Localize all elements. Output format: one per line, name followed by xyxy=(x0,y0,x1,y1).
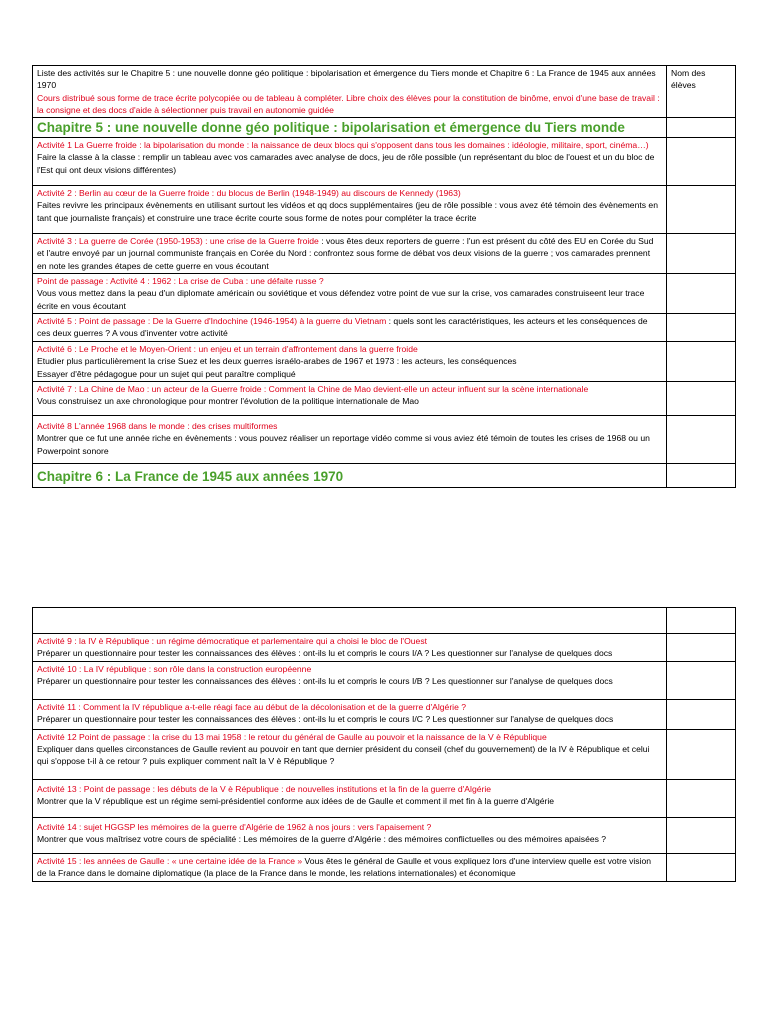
activity-title: Activité 13 : Point de passage : les débuts de la V è République : de nouvelles institutions et la fin de la guerre d'Algérie xyxy=(37,783,492,794)
names-cell xyxy=(667,463,736,487)
activity-description: Montrer que vous maîtrisez votre cours de spécialité : Les mémoires de la guerre d'Algérie : des mémoires conflictuelles ou des mémoires apaisées ? xyxy=(37,833,607,844)
names-cell xyxy=(667,817,736,853)
intro-cell xyxy=(33,66,667,118)
activities-table-chapter5 xyxy=(32,65,736,488)
activities-table-chapter6 xyxy=(32,607,736,882)
activity-description: Préparer un questionnaire pour tester les connaissances des élèves : ont-ils lu et compris le cours I/A ? Les questionner sur l'analyse de quelques docs xyxy=(37,648,613,659)
activity-description-2: Essayer d'être pédagogue pour un sujet qui peut paraître compliqué xyxy=(37,368,296,379)
activity-description: Etudier plus particulièrement la crise Suez et les deux guerres israélo-arabes de 1967 et 1973 : les acteurs, les conséquences xyxy=(37,356,517,367)
table-row xyxy=(33,817,736,853)
table-row xyxy=(33,661,736,699)
table-row xyxy=(33,381,736,415)
activity-description: Vous construisez un axe chronologique pour montrer l'évolution de la politique internationale de Mao xyxy=(37,396,419,407)
table-row xyxy=(33,138,736,186)
names-cell xyxy=(667,314,736,342)
table-row xyxy=(33,342,736,382)
activity-description: Préparer un questionnaire pour tester les connaissances des élèves : ont-ils lu et compris le cours I/C ? Les questionner sur l'analyse de quelques docs xyxy=(37,713,614,724)
table-row xyxy=(33,634,736,662)
activity-title: Activité 2 : Berlin au cœur de la Guerre froide : du blocus de Berlin (1948-1949) au discours de Kennedy (1963) xyxy=(37,188,461,199)
table-row xyxy=(33,66,736,118)
names-cell xyxy=(667,381,736,415)
activity-cell xyxy=(33,234,667,274)
activity-title: Activité 8 L'année 1968 dans le monde : des crises multiformes xyxy=(37,420,278,431)
activity-description: Faire la classe à la classe : remplir un tableau avec vos camarades avec analyse de docs, jeu de rôle possible (un représentant du bloc de l'ouest et un du bloc de l'Est qui ont deux visions différentes) xyxy=(37,152,655,175)
names-cell xyxy=(667,118,736,138)
activity-cell xyxy=(33,381,667,415)
table-row xyxy=(33,186,736,234)
names-cell xyxy=(667,274,736,314)
table-row xyxy=(33,118,736,138)
chapter-heading: Chapitre 6 : La France de 1945 aux années 1970 xyxy=(33,463,667,487)
table-row xyxy=(33,274,736,314)
activity-title: Activité 3 : La guerre de Corée (1950-1953) : une crise de la Guerre froide xyxy=(37,236,319,247)
activity-cell xyxy=(33,634,667,662)
activity-title: Activité 1 La Guerre froide : la bipolarisation du monde : la naissance de deux blocs qui s'opposent dans tous les domaines : idéologie, militaire, sport, cinéma…) xyxy=(37,140,649,151)
activity-title: Activité 11 : Comment la IV république a-t-elle réagi face au début de la décolonisation et de la guerre d'Algérie ? xyxy=(37,701,467,712)
activity-description: Montrer que ce fut une année riche en évènements : vous pouvez réaliser un reportage vidéo comme si vous aviez été témoin de toutes les crises de 1968 ou un Powerpoint sonore xyxy=(37,433,650,456)
names-cell xyxy=(667,779,736,817)
table-row xyxy=(33,853,736,881)
names-cell xyxy=(667,234,736,274)
names-cell xyxy=(667,634,736,662)
activity-cell xyxy=(33,415,667,463)
activity-description: Montrer que la V république est un régime semi-présidentiel conforme aux idées de de Gaulle et comment il met fin à la guerre d'Algérie xyxy=(37,795,555,806)
chapter-heading: Chapitre 5 : une nouvelle donne géo politique : bipolarisation et émergence du Tiers monde xyxy=(33,118,667,138)
activity-cell xyxy=(33,186,667,234)
activity-cell xyxy=(33,699,667,729)
names-cell xyxy=(667,342,736,382)
names-cell xyxy=(667,608,736,634)
table-row xyxy=(33,608,736,634)
activity-title: Activité 14 : sujet HGGSP les mémoires de la guerre d'Algérie de 1962 à nos jours : vers l'apaisement ? xyxy=(37,821,432,832)
table-row xyxy=(33,314,736,342)
activity-title: Activité 7 : La Chine de Mao : un acteur de la Guerre froide : Comment la Chine de Mao devient-elle un acteur influent sur la scène internationale xyxy=(37,383,589,394)
intro-instructions: Cours distribué sous forme de trace écrite polycopiée ou de tableau à compléter. Libre choix des élèves pour la constitution de binôme, envoi d'une base de travail : la consigne et des docs d'aide à sélectionner puis travail en autonomie guidée xyxy=(37,92,660,115)
activity-title: Activité 9 : la IV è République : un régime démocratique et parlementaire qui a choisi le bloc de l'Ouest xyxy=(37,636,428,646)
names-cell xyxy=(667,186,736,234)
activity-title: Activité 5 : Point de passage : De la Guerre d'Indochine (1946-1954) à la guerre du Vietnam xyxy=(37,316,387,327)
table-row xyxy=(33,234,736,274)
table-row xyxy=(33,415,736,463)
table-row xyxy=(33,729,736,779)
activity-cell xyxy=(33,817,667,853)
activity-cell xyxy=(33,138,667,186)
activity-cell xyxy=(33,661,667,699)
activity-cell xyxy=(33,314,667,342)
table-row xyxy=(33,463,736,487)
names-cell xyxy=(667,138,736,186)
activity-description: Faites revivre les principaux évènements en utilisant surtout les vidéos et qq docs supplémentaires (jeu de rôle possible : vous avez été témoin des évènements en tant que journaliste français) et construire une trace écrite courte sous forme de notes pour compléter la trace écrite xyxy=(37,200,658,223)
activity-title: Activité 15 : les années de Gaulle : « une certaine idée de la France » xyxy=(37,855,303,866)
activity-cell xyxy=(33,274,667,314)
activity-cell xyxy=(33,853,667,881)
names-cell xyxy=(667,415,736,463)
activity-description: Vous vous mettez dans la peau d'un diplomate américain ou soviétique et vous défendez votre point de vue sur la crise, vos camarades construiseent leur trace écrite en vous écoutant xyxy=(37,288,645,311)
activity-title: Activité 10 : La IV république : son rôle dans la construction européenne xyxy=(37,663,312,674)
activity-cell xyxy=(33,342,667,382)
activity-cell xyxy=(33,729,667,779)
names-cell xyxy=(667,729,736,779)
names-cell xyxy=(667,699,736,729)
activity-description: Expliquer dans quelles circonstances de Gaulle revient au pouvoir en tant que dernier président du conseil (chef du gouvernement) de la IV è République et celui qui s'oppose t-il à ce retour ? puis expliquer comment naît la V è République ? xyxy=(37,743,650,767)
empty-header-cell xyxy=(33,608,667,634)
intro-text: Liste des activités sur le Chapitre 5 : une nouvelle donne géo politique : bipolarisation et émergence du Tiers monde et Chapitre 6 : La France de 1945 aux années 1970 xyxy=(37,68,656,91)
activity-description: : quels sont les caractéristiques, les acteurs et les conséquences de ces deux guerres ? A vous d'inventer votre activité xyxy=(37,316,648,339)
table-row xyxy=(33,699,736,729)
activity-title: Activité 12 Point de passage : la crise du 13 mai 1958 : le retour du général de Gaulle au pouvoir et la naissance de la V è République xyxy=(37,731,547,742)
student-names-header: Nom des élèves xyxy=(667,66,736,118)
activity-cell xyxy=(33,779,667,817)
activity-description: Vous êtes le général de Gaulle et vous expliquez lors d'une interview quelle est votre vision de la France dans le domaine diplomatique (la place de la France dans le monde, les relations internationales) et économique xyxy=(37,855,652,878)
names-cell xyxy=(667,853,736,881)
names-cell xyxy=(667,661,736,699)
activity-description: Préparer un questionnaire pour tester les connaissances des élèves : ont-ils lu et compris le cours I/B ? Les questionner sur l'analyse de quelques docs xyxy=(37,675,613,686)
activity-title: Point de passage : Activité 4 : 1962 : La crise de Cuba : une défaite russe ? xyxy=(37,276,324,287)
activity-description: : vous êtes deux reporters de guerre : l'un est présent du côté des EU en Corée du Sud et l'autre envoyé par un journal communiste français en Corée du Nord : confrontez sous forme de débat vos deux visions de la guerre ; vos camarades prennent en note les grandes étapes de cette guerre en vous écoutant xyxy=(37,236,654,271)
activity-title: Activité 6 : Le Proche et le Moyen-Orient : un enjeu et un terrain d'affrontement dans la guerre froide xyxy=(37,344,418,355)
table-row xyxy=(33,779,736,817)
